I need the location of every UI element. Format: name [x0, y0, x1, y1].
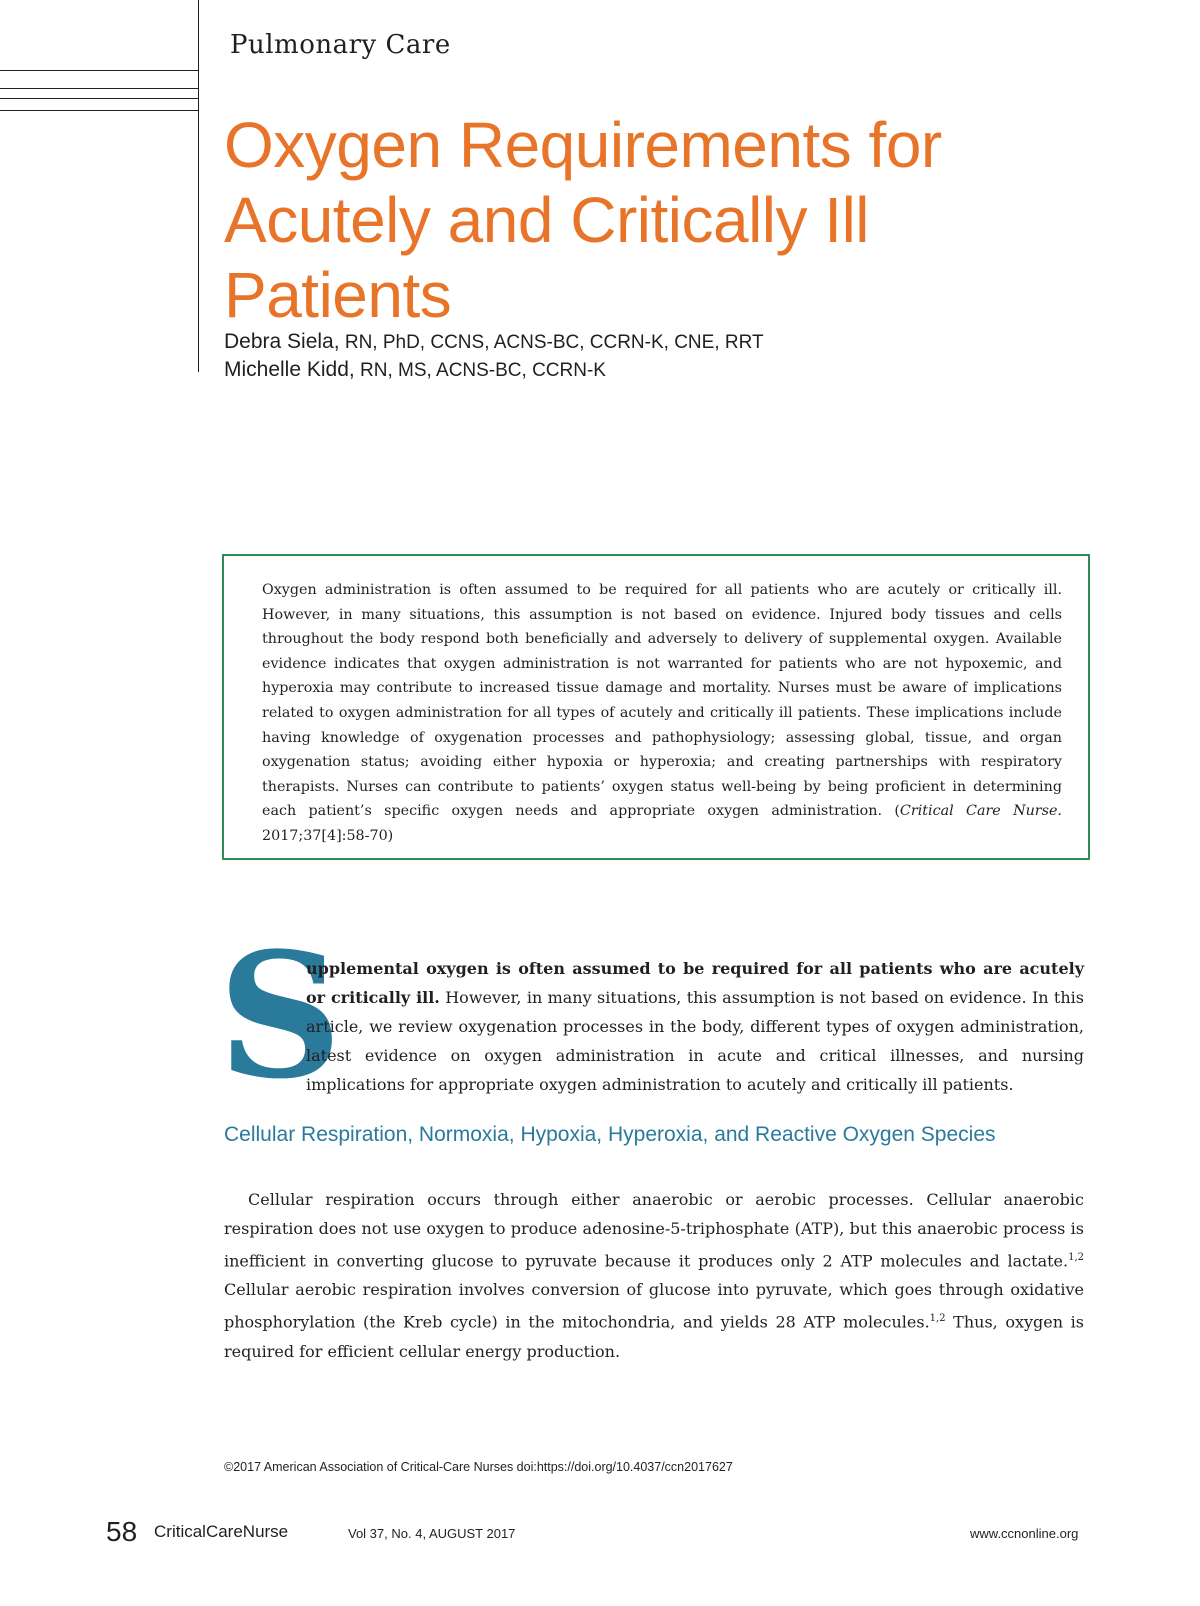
author-name: Michelle Kidd, — [224, 358, 355, 381]
author-credentials: RN, PhD, CCNS, ACNS-BC, CCRN-K, CNE, RRT — [339, 332, 764, 353]
header-rule-3 — [0, 98, 198, 99]
intro-lead: upplemental oxygen is often assumed to be required for all patients who are acutely or critically ill. — [306, 959, 1084, 1007]
abstract-citation-journal: Critical Care Nurse. — [899, 803, 1062, 820]
intro-paragraph — [306, 954, 1084, 1099]
header-rule-1 — [0, 70, 198, 71]
page-number: 58 — [106, 1516, 138, 1547]
body-text: Thus, oxygen is required for efficient cellular energy production. — [224, 1312, 1084, 1361]
abstract-box — [222, 554, 1090, 860]
website-link[interactable]: www.ccnonline.org — [970, 1526, 1079, 1541]
header-rule-2 — [0, 88, 198, 89]
author-name: Debra Siela, — [224, 330, 340, 353]
reference-superscript: 1,2 — [1068, 1252, 1084, 1263]
header-vertical-rule — [198, 0, 199, 372]
section-heading: Cellular Respiration, Normoxia, Hypoxia, Hyperoxia, and Reactive Oxygen Species — [224, 1123, 996, 1146]
author-credentials: RN, MS, ACNS-BC, CCRN-K — [354, 360, 606, 381]
author-1 — [224, 330, 764, 354]
body-text: Cellular aerobic respiration involves conversion of glucose into pyruvate, which goes through oxidative phosphorylation (the Kreb cycle) in the mitochondria, and yields 28 ATP molecules. — [224, 1280, 1084, 1332]
reference-superscript: 1,2 — [929, 1313, 946, 1325]
article-title: Oxygen Requirements for Acutely and Critically Ill Patients — [224, 109, 942, 331]
header-rule-4 — [0, 110, 198, 111]
drop-cap: S — [218, 914, 343, 1117]
abstract-citation-rest: 2017;37[4]:58-70) — [262, 827, 394, 844]
copyright-line: ©2017 American Association of Critical-Care Nurses doi:https://doi.org/10.4037/ccn2017627 — [224, 1460, 733, 1474]
journal-name: CriticalCareNurse — [154, 1522, 289, 1541]
section-label: Pulmonary Care — [230, 30, 451, 60]
author-2 — [224, 358, 606, 382]
issue-info: Vol 37, No. 4, AUGUST 2017 — [348, 1526, 516, 1541]
intro-text: However, in many situations, this assumption is not based on evidence. In this article, we review oxygenation processes in the body, different types of oxygen administration, latest evidence on oxygen administration in acute and critical illnesses, and nursing implications for appropriate oxygen administration to acutely and critically ill patients. — [306, 988, 1084, 1094]
abstract-body: Oxygen administration is often assumed to be required for all patients who are acutely or critically ill. However, in many situations, this assumption is not based on evidence. Injured body tissues and cells throughout the body respond both beneficially and adversely to delivery of supplemental oxygen. Available evidence indicates that oxygen administration is not warranted for patients who are not hypoxemic, and hyperoxia may contribute to increased tissue damage and mortality. Nurses must be aware of implications related to oxygen administration for all types of acutely and critically ill patients. These implications include having knowledge of oxygenation processes and pathophysiology; assessing global, tissue, and organ oxygenation status; avoiding either hypoxia or hyperoxia; and creating partnerships with respiratory therapists. Nurses can contribute to patients’ oxygen status well-being by being proficient in determining each patient’s specific oxygen needs and appropriate oxygen administration. ( — [262, 582, 1062, 820]
body-text: Cellular respiration occurs through either anaerobic or aerobic processes. Cellular anaerobic respiration does not use oxygen to produce adenosine-5-triphosphate (ATP), but this anaerobic process is inefficient in converting glucose to pyruvate because it produces only 2 ATP molecules and lactate. — [224, 1190, 1084, 1271]
abstract-text — [262, 578, 1062, 849]
body-paragraph — [224, 1185, 1084, 1366]
